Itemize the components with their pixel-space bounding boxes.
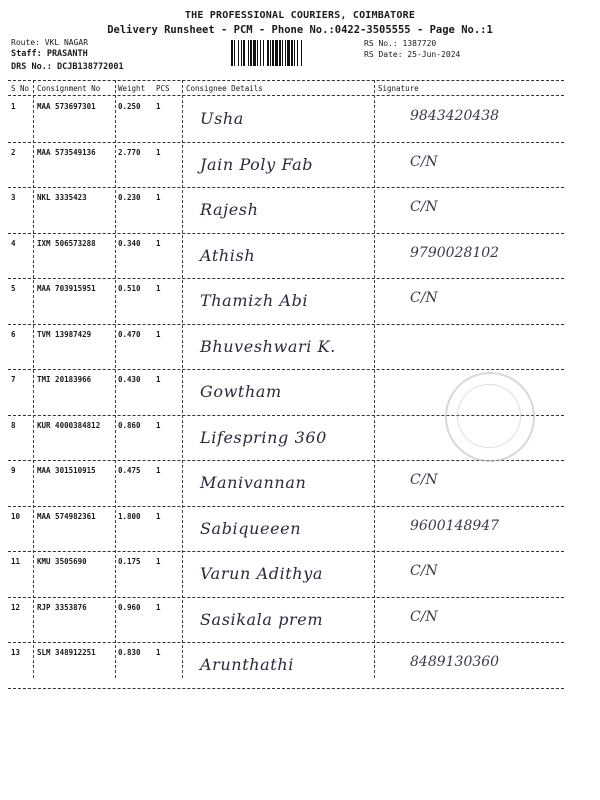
rs-number: RS No.: 1387720 <box>364 39 437 48</box>
row-consignment-no: RJP 3353876 <box>37 602 87 612</box>
row-sno: 4 <box>11 238 16 248</box>
drs-number: DRS No.: DCJB138772001 <box>11 62 124 72</box>
row-divider <box>8 688 564 689</box>
row-weight: 0.830 <box>118 648 141 657</box>
row-consignee: Varun Adithya <box>200 564 323 583</box>
row-sno: 6 <box>11 329 16 339</box>
row-consignment-no: KMU 3505690 <box>37 557 87 566</box>
company-name: THE PROFESSIONAL COURIERS, COIMBATORE <box>184 10 416 21</box>
row-consignment-no: KUR 4000384812 <box>37 420 101 430</box>
row-signature: 9790028102 <box>410 244 500 261</box>
row-sno: 11 <box>11 557 21 566</box>
table-row <box>0 597 600 642</box>
row-pcs: 1 <box>156 147 161 157</box>
row-pcs: 1 <box>156 102 161 111</box>
row-consignee: Sabiqueeen <box>200 518 302 538</box>
row-consignment-no: SLM 348912251 <box>37 648 96 657</box>
row-consignee: Arunthathi <box>200 655 294 674</box>
row-consignee: Usha <box>200 109 244 128</box>
row-weight: 0.340 <box>118 238 141 248</box>
table-row <box>0 233 600 278</box>
row-pcs: 1 <box>156 329 161 339</box>
row-consignment-no: IXM 506573288 <box>37 238 96 248</box>
row-signature: 8489130360 <box>410 654 500 670</box>
table-row <box>0 324 600 369</box>
row-pcs: 1 <box>156 284 161 293</box>
table-row <box>0 460 600 505</box>
row-consignee: Lifespring 360 <box>200 427 327 447</box>
row-consignment-no: MAA 573549136 <box>37 147 96 157</box>
row-consignee: Jain Poly Fab <box>200 154 314 174</box>
table-row <box>0 142 600 187</box>
col-header-pcs: PCS <box>156 84 170 93</box>
route-label: Route: VKL NAGAR <box>11 38 89 47</box>
row-sno: 8 <box>11 420 16 430</box>
row-weight: 1.800 <box>118 511 141 521</box>
row-sno: 7 <box>11 375 16 384</box>
row-sno: 9 <box>11 466 16 475</box>
table-row <box>0 506 600 551</box>
row-weight: 2.770 <box>118 147 141 157</box>
row-pcs: 1 <box>156 238 161 248</box>
row-pcs: 1 <box>156 511 161 521</box>
row-consignee: Sasikala prem <box>200 609 324 629</box>
row-signature: 9843420438 <box>410 108 500 124</box>
office-stamp <box>445 372 535 462</box>
row-weight: 0.860 <box>118 420 141 430</box>
row-weight: 0.470 <box>118 329 141 339</box>
row-signature: C/N <box>410 290 438 306</box>
row-signature: 9600148947 <box>410 517 500 534</box>
row-consignee: Gowtham <box>200 382 282 401</box>
table-row <box>0 96 600 141</box>
col-header-sno: S No <box>11 84 30 93</box>
col-header-consignment: Consignment No <box>37 84 101 93</box>
table-row <box>0 642 600 687</box>
table-top-rule <box>8 80 564 81</box>
runsheet-title: Delivery Runsheet - PCM - Phone No.:0422-3505555 - Page No.:1 <box>107 24 493 36</box>
row-signature: C/N <box>410 199 438 215</box>
row-consignment-no: MAA 703915951 <box>37 284 96 293</box>
col-header-consignee: Consignee Details <box>186 84 263 93</box>
row-consignment-no: TMI 20183966 <box>37 375 92 384</box>
row-sno: 10 <box>11 511 21 521</box>
row-consignee: Thamizh Abi <box>200 291 309 310</box>
row-consignee: Rajesh <box>200 200 259 219</box>
barcode-image <box>230 40 354 66</box>
row-pcs: 1 <box>156 557 161 566</box>
row-consignee: Athish <box>200 245 256 265</box>
staff-label: Staff: PRASANTH <box>11 49 88 59</box>
row-pcs: 1 <box>156 466 161 475</box>
table-row <box>0 278 600 323</box>
row-sno: 1 <box>11 102 16 111</box>
rs-date: RS Date: 25-Jun-2024 <box>364 50 461 59</box>
row-pcs: 1 <box>156 193 161 202</box>
row-weight: 0.475 <box>118 466 141 475</box>
row-sno: 5 <box>11 284 16 293</box>
row-pcs: 1 <box>156 375 161 384</box>
row-signature: C/N <box>410 153 438 170</box>
col-header-weight: Weight <box>118 84 146 93</box>
table-row <box>0 187 600 232</box>
row-weight: 0.430 <box>118 375 141 384</box>
row-consignment-no: MAA 301510915 <box>37 466 96 475</box>
row-weight: 0.250 <box>118 102 141 111</box>
table-row <box>0 551 600 596</box>
row-consignment-no: MAA 573697301 <box>37 102 96 111</box>
row-signature: C/N <box>410 472 438 488</box>
row-consignment-no: MAA 574982361 <box>37 511 96 521</box>
row-sno: 13 <box>11 648 21 657</box>
row-pcs: 1 <box>156 648 161 657</box>
row-sno: 2 <box>11 147 16 157</box>
row-signature: C/N <box>410 563 438 579</box>
row-consignment-no: NKL 3335423 <box>37 193 87 202</box>
row-consignment-no: TVM 13987429 <box>37 329 92 339</box>
col-header-signature: Signature <box>378 84 419 93</box>
row-weight: 0.175 <box>118 557 141 566</box>
row-sno: 3 <box>11 193 16 202</box>
row-consignee: Bhuveshwari K. <box>200 336 336 356</box>
row-weight: 0.960 <box>118 602 141 612</box>
row-weight: 0.510 <box>118 284 141 293</box>
row-consignee: Manivannan <box>200 473 307 492</box>
row-weight: 0.230 <box>118 193 141 202</box>
row-sno: 12 <box>11 602 21 612</box>
row-signature: C/N <box>410 608 438 625</box>
row-pcs: 1 <box>156 602 161 612</box>
row-pcs: 1 <box>156 420 161 430</box>
